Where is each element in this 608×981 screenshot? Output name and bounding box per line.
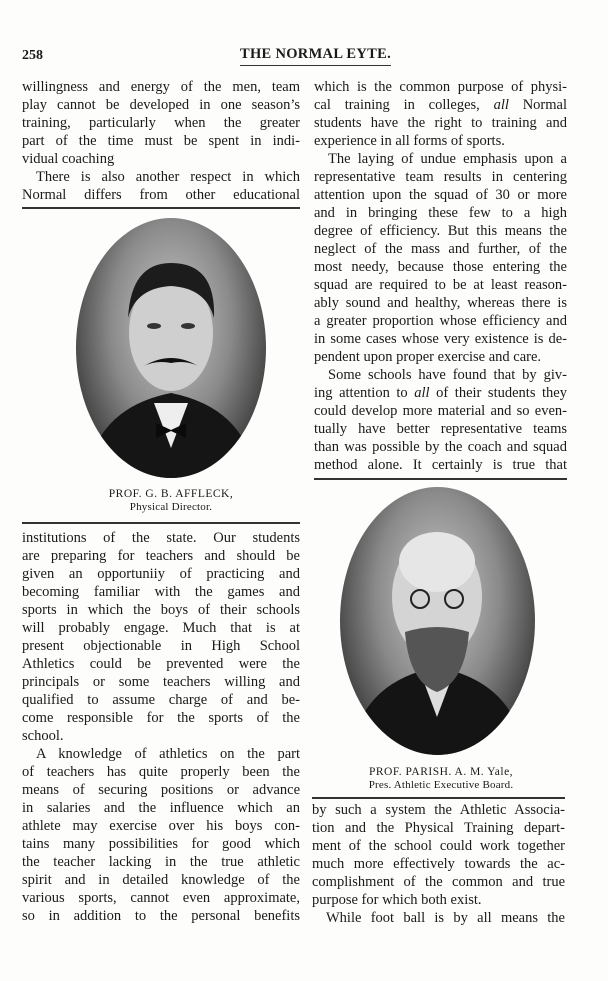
text-line: ment of the school could work together: [312, 838, 565, 854]
caption-title: Pres. Athletic Executive Board.: [368, 779, 514, 791]
text-line: method alone. It certainly is true that: [314, 457, 567, 473]
text-line: willingness and energy of the men, team: [22, 79, 300, 95]
divider: [22, 207, 300, 209]
text-line: could develop more material and so even-: [314, 403, 567, 419]
text-line: various sports, cannot even approximate,: [22, 890, 300, 906]
text-line: There is also another respect in which: [36, 169, 300, 185]
text-line: sports in which the boys of their schools: [22, 602, 300, 618]
text-line: by such a system the Athletic Associa-: [312, 802, 565, 818]
text-line: degree of efficiency. But this means the: [314, 223, 567, 239]
text-line: Athletics could be prevented were the: [22, 656, 300, 672]
text-line: tains many possibilities for good which: [22, 836, 300, 852]
text-line: institutions of the state. Our students: [22, 530, 300, 546]
text-line: squad are required to be at least reason-: [314, 277, 567, 293]
caption-title: Physical Director.: [129, 501, 213, 513]
text-line: than was possible by the coach and squad: [314, 439, 567, 455]
left-column-top-text: [22, 78, 300, 204]
text-line: given an opportuniiy of practicing and: [22, 566, 300, 582]
text-line: principals or some teachers willing and: [22, 674, 300, 690]
text-line: athlete may exercise over his boys con-: [22, 818, 300, 834]
text-line: representative team results in centering: [314, 169, 567, 185]
divider: [314, 478, 567, 480]
text-line: in some cases whose very existence is de-: [314, 331, 567, 347]
portrait-parish: [340, 487, 535, 755]
text-line: so in addition to the personal benefits: [22, 908, 300, 924]
text-line: are preparing for teachers and should be: [22, 548, 300, 564]
text-line: experience in all forms of sports.: [314, 133, 505, 149]
text-line: Normal differs from other educational: [22, 187, 300, 203]
text-line: tion and the Physical Training depart-: [312, 820, 565, 836]
text-line: spirit and in detailed knowledge of the: [22, 872, 300, 888]
text-line: and in bringing these few to a high: [314, 205, 567, 221]
page-number: 258: [22, 48, 43, 63]
text-line: vidual coaching: [22, 151, 115, 167]
text-line: in salaries and the influence which an: [22, 800, 300, 816]
text-line: purpose for which both exist.: [312, 892, 482, 908]
text-line: means of securing positions or advance: [22, 782, 300, 798]
right-column-bottom-text: [312, 801, 565, 927]
caption-name: PROF. PARISH. A. M. Yale,: [368, 766, 514, 778]
text-line: part of the time must be spent in indi-: [22, 133, 300, 149]
text-line: of teachers has quite properly been the: [22, 764, 300, 780]
text-line: While foot ball is by all means the: [326, 910, 565, 926]
text-line: ably sound and healthy, whereas there is: [314, 295, 567, 311]
caption-name: PROF. G. B. AFFLECK,: [108, 488, 234, 500]
text-line: come responsible for the sports of the: [22, 710, 300, 726]
text-line: most needy, because those entering the: [314, 259, 567, 275]
text-line: the teacher lacking in the true athletic: [22, 854, 300, 870]
divider: [312, 797, 565, 799]
right-column-top-text: [314, 78, 567, 474]
divider: [22, 522, 300, 524]
text-line: much more effectively towards the ac-: [312, 856, 565, 872]
text-line: A knowledge of athletics on the part: [36, 746, 300, 762]
running-title: THE NORMAL EYTE.: [240, 46, 391, 66]
text-line: cal training in colleges, all Normal: [314, 97, 567, 113]
text-line: pendent upon proper exercise and care.: [314, 349, 542, 365]
text-line: The laying of undue emphasis upon a: [328, 151, 567, 167]
text-line: ing attention to all of their students they: [314, 385, 567, 401]
text-line: which is the common purpose of physi-: [314, 79, 567, 95]
left-column-bottom-text: [22, 529, 300, 925]
text-line: training, particularly when the greater: [22, 115, 300, 131]
text-line: Some schools have found that by giv-: [328, 367, 567, 383]
text-line: students have the right to training and: [314, 115, 567, 131]
text-line: a greater proportion whose efficiency and: [314, 313, 567, 329]
portrait-affleck: [76, 218, 266, 478]
text-line: attention upon the squad of 30 or more: [314, 187, 567, 203]
caption-affleck: [60, 488, 282, 514]
caption-parish: [330, 766, 552, 792]
text-line: qualified to assume charge of and be-: [22, 692, 300, 708]
text-line: becoming familiar with the games and: [22, 584, 300, 600]
text-line: school.: [22, 728, 64, 744]
text-line: play cannot be developed in one season’s: [22, 97, 300, 113]
text-line: neglect of the mass and further, of the: [314, 241, 567, 257]
text-line: complishment of the common and true: [312, 874, 565, 890]
text-line: present objectionable in High School: [22, 638, 300, 654]
text-line: tually have better representative teams: [314, 421, 567, 437]
text-line: will probably engage. Much that is at: [22, 620, 300, 636]
